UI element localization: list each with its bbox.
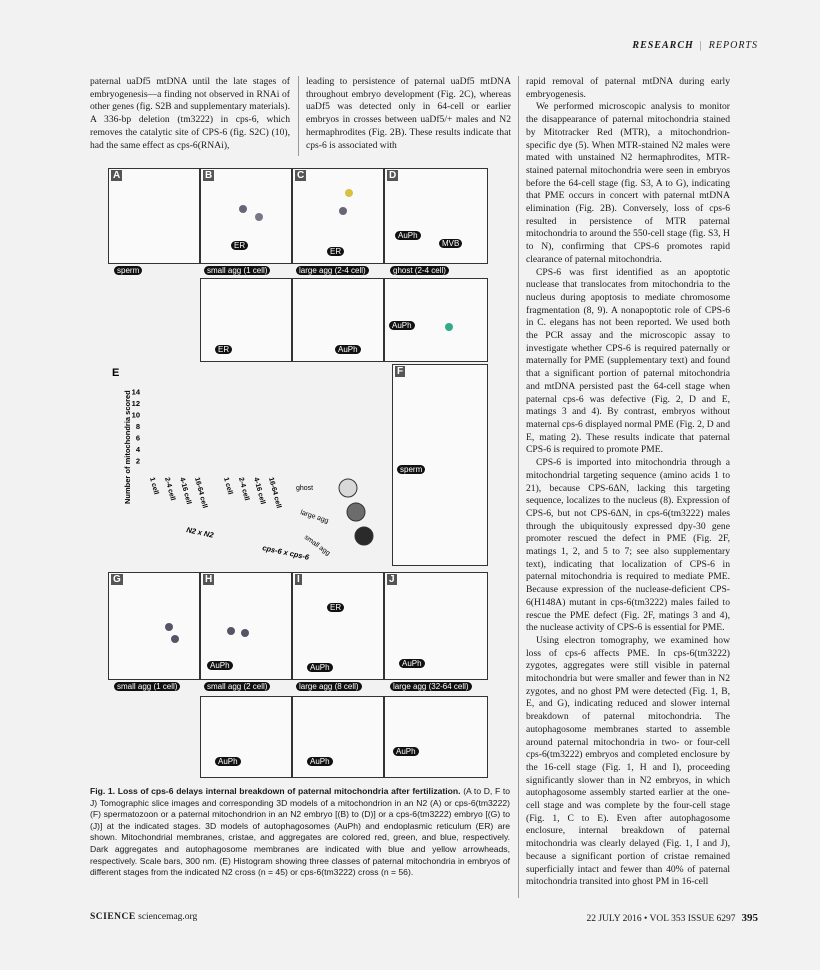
auph-label: AuPh — [207, 661, 233, 670]
panel-letter: G — [113, 574, 121, 585]
panel-letter: H — [205, 574, 213, 585]
paragraph: Using electron tomography, we examined how loss of cps-6 affects PME. In cps-6(tm3222) zygotes, aggregates were still visible in paternal mitochondria but were smaller and fewer than in N2 zygotes, and no ghost PM were detected (Fig. 1, B, E, and G), indicating reduced and slower internal breakdown of paternal mitochondria. The autophagosome membranes started to assemble around paternal mitochondria in two- or four-cell cps-6(tm3222) embryos and completed enclosure by the 16-cell stage (Fig. 1, H and I), proceeding significantly slower than in N2 embryos, in which autophagosome assembly started earlier at the one-cell stage and was complete by the four-cell stage (Fig. 1, C to E). Even after autophagosome enclosure, internal breakdown of paternal mitochondria was clearly delayed (Fig. 1, I and J), because a significant portion of cristae remained superficially intact and fewer than 40% of paternal mitochondria transited into ghost PM in 16-cell — [526, 634, 730, 888]
y-tick-label: 14 — [131, 387, 140, 397]
panel-j-slice — [384, 572, 488, 680]
legend-label: small agg — [302, 533, 332, 558]
legend-swatch — [355, 527, 373, 545]
journal-site: sciencemag.org — [138, 912, 198, 922]
y-axis-label: Number of mitochondria scored — [123, 390, 132, 504]
category-label: 16-64 cell — [267, 476, 282, 509]
y-tick-label: 10 — [131, 410, 140, 420]
autophagosome-model — [345, 189, 353, 197]
category-label: 1 cell — [222, 476, 234, 496]
category-label: 4-16 cell — [178, 476, 192, 506]
group-label: cps-6 x cps-6 — [261, 543, 310, 562]
histogram-canvas — [108, 364, 390, 566]
panel-d-model — [384, 278, 488, 362]
stage-label: sperm — [114, 266, 142, 275]
column-divider — [518, 76, 519, 898]
histogram-e — [108, 364, 390, 566]
stage-label: sperm — [397, 465, 425, 474]
panel-c-model — [292, 278, 384, 362]
paragraph: leading to persistence of paternal uaDf5 mtDNA throughout embryo development (Fig. 2C), whereas uaDf5 was detected only in 64-cell or earlier embryos in crosses between uaDf5/+ males and N2 hermaphrodites (Fig. 2B). These results indicate that cps-6 is associated with — [306, 76, 511, 151]
stage-label: large agg (2-4 cell) — [296, 266, 369, 275]
category-label: 4-16 cell — [252, 476, 266, 506]
column-divider — [298, 76, 299, 156]
footer-left — [90, 912, 197, 922]
mitochondrion-model — [227, 627, 235, 635]
panel-b-slice — [200, 168, 292, 264]
figure-1 — [108, 168, 498, 778]
y-tick-label: 2 — [135, 456, 140, 466]
er-label: ER — [215, 345, 232, 354]
auph-label: AuPh — [399, 659, 425, 668]
panel-h-model — [200, 696, 292, 778]
mitochondrion-model — [171, 635, 179, 643]
caption-body: (A to D, F to J) Tomographic slice images and corresponding 3D models of a mitochondrion in an N2 (A) or cps-6(tm3222) (F) spermatozoon or a paternal mitochondrion in an N2 embryo [(B) to (D)] or a cps-6(tm3222) embryo [(G) to (J)] at the indicated stages. 3D models of autophagosomes (AuPh) and endoplasmic reticulum (ER) are shown. Mitochondrial membranes, cristae, and aggregates are colored red, green, and blue, respectively. Dark aggregates and autophagosome membranes are indicated with blue and yellow arrowheads, respectively. Scale bars, 300 nm. (E) Histogram showing three classes of paternal mitochondria in embryos of different stages from the indicated N2 cross (n = 45) or cps-6(tm3222) cross (n = 56). — [90, 786, 510, 878]
mvb-label: MVB — [439, 239, 462, 248]
y-tick-label: 6 — [135, 433, 140, 443]
running-header — [632, 40, 758, 51]
issue-info: 22 JULY 2016 • VOL 353 ISSUE 6297 — [586, 914, 736, 924]
paragraph: We performed microscopic analysis to monitor the disappearance of paternal mitochondria stained by Mitotracker Red (MTR), a mitochondrion-specific dye (5). When MTR-stained N2 males were mated with unstained N2 hermaphrodites, MTR-stained paternal mitochondria were seen in embryos before the 64-cell stage (fig. S3, A to G), indicating that PME occurs in concert with paternal mtDNA elimination (Fig. 2B). Conversely, loss of cps-6 resulted in persistence of MTR paternal mitochondria to around the 550-cell stage (fig. S3, H to N), confirming that CPS-6 promotes rapid clearance of paternal mitochondria. — [526, 101, 730, 265]
panel-letter: A — [113, 170, 121, 181]
auph-label: AuPh — [393, 747, 419, 756]
legend-swatch — [339, 479, 357, 497]
auph-label: AuPh — [307, 757, 333, 766]
category-label: 1 cell — [148, 476, 160, 496]
category-label: 16-64 cell — [193, 476, 208, 509]
section-name: RESEARCH — [632, 40, 694, 51]
y-tick-label: 8 — [135, 422, 140, 432]
paragraph: CPS-6 was first identified as an apoptotic nuclease that translocates from mitochondria to the nucleus during apoptosis to mediate chromosome fragmentation (8, 9). A nonapoptotic role of CPS-6 in C. elegans has not been reported. We used both the PCR assay and the microscopic assay to investigate whether CPS-6 is required paternally or maternally for PME (supplementary text) and found that a significant portion of paternal mitochondria and mtDNA persisted past the 64-cell stage when paternal cps-6 was defective (Fig. 2, D and E, matings 3 and 4). By contrast, embryos without maternal cps-6 displayed normal PME (Fig. 2, D and E, mating 2). These results indicate that paternal CPS-6 is required to promote PME. — [526, 266, 730, 456]
stage-label: small agg (1 cell) — [114, 682, 180, 691]
panel-j-model — [384, 696, 488, 778]
text-column-1 — [90, 76, 290, 152]
paragraph: paternal uaDf5 mtDNA until the late stages of embryogenesis—a finding not observed in RNAi of other genes (fig. S2B and supplementary materials). A 336-bp deletion (tm3222) in cps-6, which removes the catalytic site of CPS-6 (fig. S2C) (10), had the same effect as cps-6(RNAi), — [90, 76, 290, 151]
mitochondrion-model — [339, 207, 347, 215]
footer-right — [586, 912, 758, 924]
mitochondrion-model — [239, 205, 247, 213]
panel-a-slice — [108, 168, 200, 264]
mitochondrion-model — [241, 629, 249, 637]
stage-label: ghost (2-4 cell) — [390, 266, 449, 275]
figure-caption — [90, 786, 510, 879]
header-separator: | — [699, 40, 703, 51]
paragraph: rapid removal of paternal mtDNA during early embryogenesis. — [526, 76, 730, 100]
panel-i-slice — [292, 572, 384, 680]
panel-f-slice — [392, 364, 488, 566]
page-number: 395 — [741, 912, 758, 924]
stage-label: large agg (32-64 cell) — [390, 682, 472, 691]
panel-d-slice — [384, 168, 488, 264]
legend-label: large agg — [299, 509, 330, 525]
text-column-3 — [526, 76, 730, 889]
panel-letter: D — [389, 170, 397, 181]
caption-title: Fig. 1. Loss of cps-6 delays internal breakdown of paternal mitochondria after fertilization. — [90, 786, 461, 796]
panel-letter: B — [205, 170, 213, 181]
panel-i-model — [292, 696, 384, 778]
paragraph: CPS-6 is imported into mitochondria through a mitochondrial targeting sequence (amino acids 1 to 21), because CPS-6ΔN, lacking this targeting sequence, localizes to the nucleus (8). Expression of CPS-6, but not CPS-6ΔN, in cps-6(tm3222) males through the ubiquitously expressed dpy-30 gene promoter rescued the defect in PME (Fig. 2F, matings 1, 2, and 5 to 7; see also supplementary text), indicating that localization of CPS-6 in paternal mitochondria is required to mediate PME. Because expression of the nuclease-deficient CPS-6(H148A) mutant in cps-6(tm3222) males failed to rescue the PME defect (Fig. 2F, matings 3 and 4), the nuclease activity of CPS-6 is essential for PME. — [526, 457, 730, 634]
panel-h-slice — [200, 572, 292, 680]
mitochondrion-model — [165, 623, 173, 631]
stage-label: small agg (2 cell) — [204, 682, 270, 691]
stage-label: small agg (1 cell) — [204, 266, 270, 275]
auph-label: AuPh — [335, 345, 361, 354]
stage-label: large agg (8 cell) — [296, 682, 362, 691]
auph-label: AuPh — [215, 757, 241, 766]
auph-label: AuPh — [389, 321, 415, 330]
category-label: 2-4 cell — [237, 476, 250, 502]
auph-label: AuPh — [395, 231, 421, 240]
panel-b-model — [200, 278, 292, 362]
mitochondrion-model — [445, 323, 453, 331]
mitochondrion-model — [255, 213, 263, 221]
legend-label: ghost — [296, 485, 314, 492]
panel-letter: C — [297, 170, 305, 181]
panel-c-slice — [292, 168, 384, 264]
er-label: ER — [231, 241, 248, 250]
panel-letter: J — [389, 574, 395, 585]
y-tick-label: 4 — [135, 445, 140, 455]
panel-letter: E — [112, 367, 120, 379]
y-tick-label: 12 — [131, 399, 140, 409]
category-label: 2-4 cell — [163, 476, 176, 502]
panel-letter: F — [397, 366, 404, 377]
group-label: N2 x N2 — [185, 525, 215, 540]
journal-name: SCIENCE — [90, 912, 136, 922]
panel-g-slice — [108, 572, 200, 680]
legend-swatch — [347, 503, 365, 521]
subsection-name: REPORTS — [708, 40, 758, 51]
panel-letter: I — [297, 574, 300, 585]
auph-label: AuPh — [307, 663, 333, 672]
text-column-2 — [306, 76, 511, 152]
er-label: ER — [327, 603, 344, 612]
er-label: ER — [327, 247, 344, 256]
